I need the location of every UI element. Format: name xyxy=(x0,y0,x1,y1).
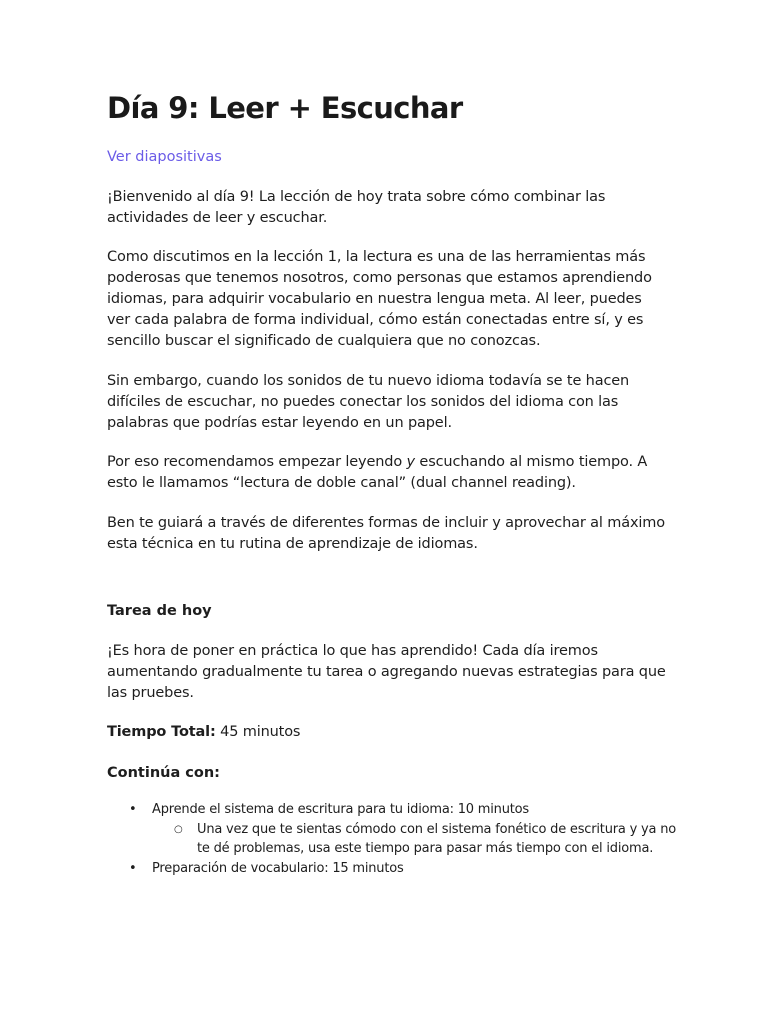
ben-paragraph: Ben te guiará a través de diferentes formas de incluir y aprovechar al máximo esta técnica en tu rutina de aprendizaje de idiomas. xyxy=(107,515,665,552)
reading-paragraph: Como discutimos en la lección 1, la lectura es una de las herramientas más poderosas que tenemos nosotros, como personas que estamos aprendiendo idiomas, para adquirir vocabulario en nuestra lengua meta. Al leer, puedes ver cada palabra de forma individual, cómo están conectadas entre sí, y es sencillo buscar el significado de cualquiera que no conozcas. xyxy=(107,249,652,349)
sub-list-item-text: Una vez que te sientas cómodo con el sistema fonético de escritura y ya no te dé problemas, usa este tiempo para pasar más tiempo con el idioma. xyxy=(197,821,676,856)
bullet-icon: • xyxy=(129,860,137,876)
page-title: Día 9: Leer + Escuchar xyxy=(107,91,463,125)
view-slides-link[interactable]: Ver diapositivas xyxy=(107,149,222,165)
total-time xyxy=(107,722,667,743)
recommend-text-after: escuchando al mismo tiempo. A esto le llamamos “lectura de doble canal” (dual channel reading). xyxy=(107,454,648,491)
total-time-value: 45 minutos xyxy=(215,724,301,740)
continue-heading: Continúa con: xyxy=(107,765,220,781)
recommend-text-before: Por eso recomendamos empezar leyendo xyxy=(107,454,407,470)
list-item-text: Preparación de vocabulario: 15 minutos xyxy=(152,860,404,876)
circle-bullet-icon: ○ xyxy=(174,823,183,835)
recommend-paragraph xyxy=(107,452,667,494)
intro-paragraph: ¡Bienvenido al día 9! La lección de hoy trata sobre cómo combinar las actividades de leer y escuchar. xyxy=(107,189,606,226)
list-item xyxy=(107,800,677,820)
total-time-label: Tiempo Total: xyxy=(107,724,216,740)
list-item-text: Aprende el sistema de escritura para tu idioma: 10 minutos xyxy=(152,802,529,817)
task-intro-paragraph: ¡Es hora de poner en práctica lo que has aprendido! Cada día iremos aumentando gradualmente tu tarea o agregando nuevas estrategias para que las pruebes. xyxy=(107,643,666,701)
sub-list-item xyxy=(107,820,677,859)
bullet-icon: • xyxy=(129,802,137,817)
task-list xyxy=(107,800,677,878)
task-heading: Tarea de hoy xyxy=(107,603,212,619)
list-item xyxy=(107,859,677,879)
recommend-emphasis: y xyxy=(406,454,415,470)
sounds-paragraph: Sin embargo, cuando los sonidos de tu nuevo idioma todavía se te hacen difíciles de escuchar, no puedes conectar los sonidos del idioma con las palabras que podrías estar leyendo en un papel. xyxy=(107,373,630,431)
